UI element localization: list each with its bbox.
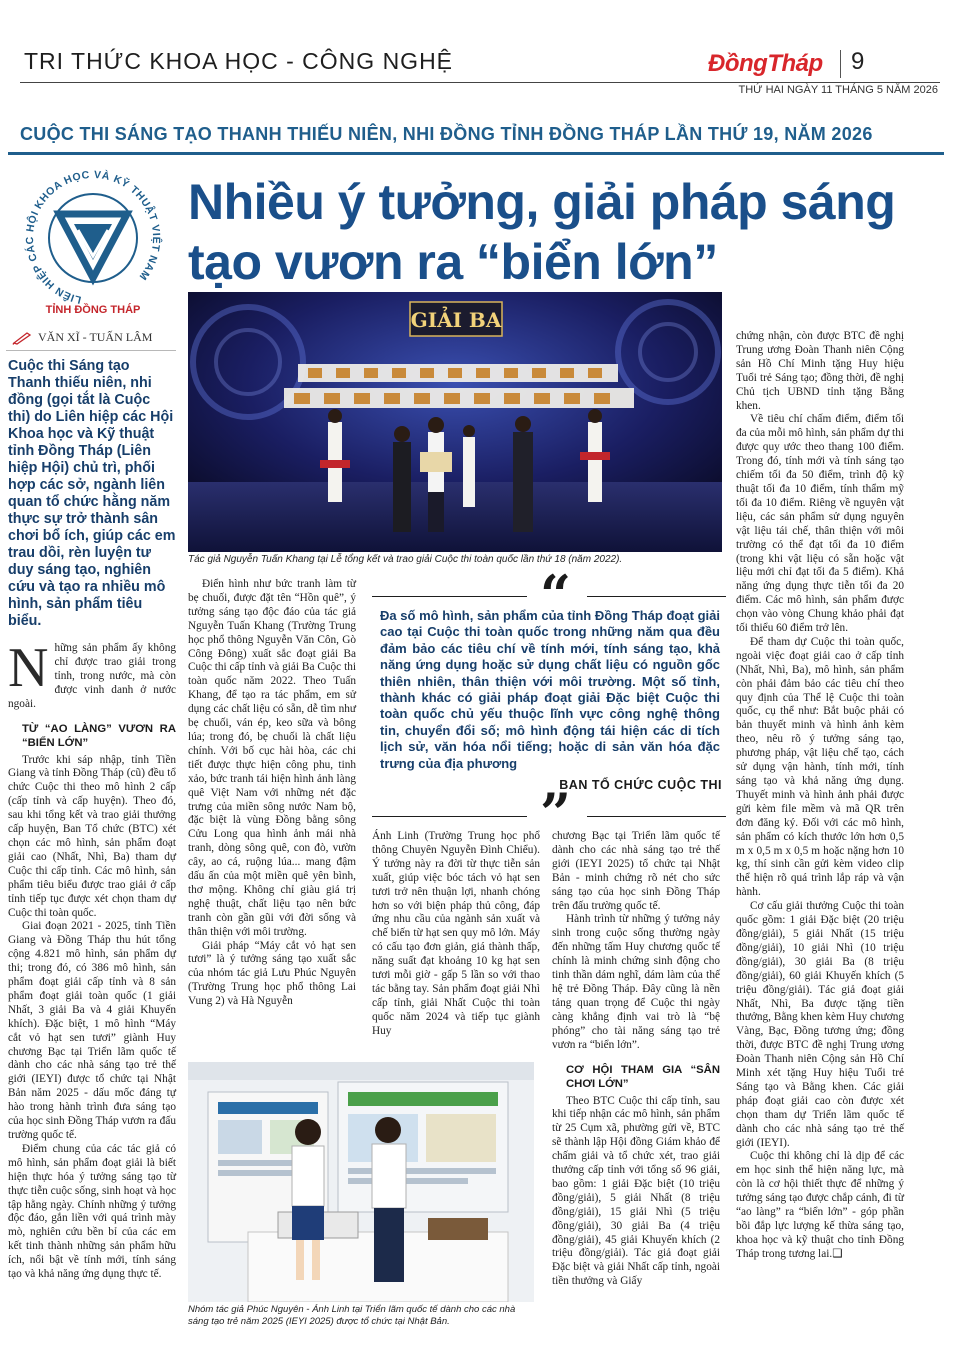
- lead-paragraph: [8, 637, 176, 712]
- paragraph: Để tham dự Cuộc thi toàn quốc, ngoài việc đoạt giải cao ở cấp tỉnh (Nhất, Nhì, Ba), mô hình, sản phẩm còn phải đảm bảo các tiêu chí theo quy định của Thể lệ Cuộc thi toàn quốc, cụ thể như: Bắt buộc phải có bản thuyết minh và hình ảnh kèm theo, nêu rõ ý tưởng sáng tạo, phương pháp, vật liệu chế tạo, cách sử dụng vận hành, tính mới, tính sáng tạo và khả năng ứng dụng. Thuyết minh và hình ảnh phải được gửi kèm file mềm và mã QR trên đơn đăng ký. Đối với các mô hình, sản phẩm có kích thước lớn hơn 0,5 m x 0,5 m x 0,5 m hoặc nặng hơn 10 kg, thí sinh cần gửi kèm video clip thể hiện rõ quá trình lắp ráp và vận hành.: [736, 635, 904, 899]
- association-logo: [14, 166, 172, 326]
- stage-banner-text: GIẢI BA: [410, 308, 502, 332]
- open-quote-icon: “: [540, 563, 572, 627]
- quote-text: Đa số mô hình, sản phẩm của tỉnh Đồng Tháp đoạt giải cao tại Cuộc thi toàn quốc trong những năm qua đều đảm bảo các tiêu chí về tính mới, tính sáng tạo, khả năng ứng dụng hoặc sử dụng chất liệu có nguồn gốc thiên nhiên, thân thiện với môi trường. Một số tỉnh, thành khác có giải pháp đoạt giải Đặc biệt Cuộc thi toàn quốc chủ yếu thuộc lĩnh vực công nghệ thông tin, chuyển đổi số; mô hình động tái hiện các di tích lịch sử, văn hóa nổi tiếng; hoặc di sản văn hóa đặc trưng của địa phương: [380, 608, 720, 771]
- paragraph: Ánh Linh (Trường Trung học phổ thông Chuyên Nguyễn Đình Chiểu). Ý tưởng này ra đời từ thực tiễn sản xuất, giúp việc bóc tách vỏ hạt sen tươi trở nên thuận lợi, nhanh chóng hơn so với biện pháp thủ công, đáp ứng nhu cầu của ngành sản xuất và chế biến từ hạt sen quy mô lớn. Máy có cấu tạo đơn giản, giá thành thấp, năng suất đạt khoảng 10 kg hạt sen tươi mỗi giờ - gấp 5 lần so với thao tác bằng tay. Sản phẩm đoạt giải Nhì cấp tỉnh, giải Nhất Cuộc thi toàn quốc năm 2024 và tiếp tục giành Huy: [372, 830, 540, 1037]
- quote-rule: [587, 596, 726, 597]
- paragraph: Điển hình như bức tranh làm từ bẹ chuối, được đặt tên “Hồn quê”, ý tưởng sáng tạo độc đáo của tác giả Nguyễn Tuấn Khang (Trường Trung học phổ thông Nguyễn Văn Côn, Gò Công Đông) xuất sắc đoạt giải Ba Cuộc thi cấp tỉnh và giải Ba Cuộc thi toàn quốc năm 2022. Theo Tuấn Khang, để tạo ra tác phẩm, em sử dụng các chất liệu có sẵn, dễ tìm như bẹ chuối, ván ép, keo sữa và bông lúa; trong đó, bẹ chuối là chất liệu chính. Với bố cục hài hòa, các chi tiết được thực hiện công phu, tinh xảo, bức tranh tái hiện hình ảnh làng quê Việt Nam với những nét đặc trưng của miền sông nước Nam bộ, đặc biệt là vùng Đồng bằng sông Cửu Long qua hình ảnh mái nhà tranh, dòng sông quê, con đò, vườn cây, ao cá, ruộng lúa... mang đậm dấu ấn của một miền quê yên bình, thơ mộng. Không chỉ giàu giá trị nghệ thuật, chất liệu tạo nên bức tranh còn gần gũi với đời sống và thân thiện với môi trường.: [188, 578, 356, 938]
- closing-text: Cuộc thi không chỉ là dịp để các em học sinh thể hiện năng lực, mà còn là cơ hội thiết thực để những ý tưởng sáng tạo được chắp cánh, đi từ “ao làng” ra “biển lớn” - góp phần bồi đắp lực lượng kế thừa sáng tạo, khoa học và kỹ thuật cho tỉnh Đồng Tháp trong tương lai.: [736, 1150, 904, 1260]
- paragraph: Hành trình từ những ý tưởng nảy sinh trong cuộc sống thường ngày đến những tấm Huy chương quốc tế chính là minh chứng sinh động cho tinh thần dám nghĩ, dám làm của thế hệ trẻ Đồng Tháp. Đây cũng là nền tảng quan trọng để Cuộc thi ngày càng khẳng định vai trò là “bệ phóng” cho tài năng sáng tạo trẻ vươn ra “biển lớn”.: [552, 913, 720, 1051]
- pen-icon: [12, 331, 32, 345]
- paragraph: Giải pháp “Máy cắt vỏ hạt sen tươi” là ý tưởng sáng tạo xuất sắc của nhóm tác giả Lưu Phúc Nguyên (Trường Trung học phổ thông Lai Vung 2) và Hà Nguyễn: [188, 939, 356, 1008]
- end-mark-icon: ❑: [832, 1247, 843, 1260]
- article-column-1: [8, 637, 176, 1282]
- issue-date: THỨ HAI NGÀY 11 THÁNG 5 NĂM 2026: [738, 84, 938, 96]
- newspaper-logo[interactable]: ĐồngTháp: [708, 50, 823, 77]
- logo-caption: TỈNH ĐỒNG THÁP: [45, 304, 141, 316]
- contest-banner: CUỘC THI SÁNG TẠO THANH THIẾU NIÊN, NHI ĐỒNG TỈNH ĐỒNG THÁP LẦN THỨ 19, NĂM 2026: [20, 124, 873, 144]
- article-column-5: [736, 330, 904, 1262]
- paragraph: Cơ cấu giải thưởng Cuộc thi toàn quốc gồm: 1 giải Đặc biệt (20 triệu đồng/giải), 5 giải Nhất (15 triệu đồng/giải), 10 giải Nhì (10 triệu đồng/giải), 30 giải Ba (8 triệu đồng/giải), 60 giải Khuyến khích (5 triệu đồng/giải). Tác giả đoạt giải Nhất, Nhì, Ba được tặng tiền thưởng, Bằng khen kèm Huy chương Vàng, Bạc, Đồng tương ứng; đồng thời, được BTC đề nghị Trung ương Đoàn Thanh niên Cộng sản Hồ Chí Minh xét tặng Huy hiệu Tuổi trẻ Sáng tạo và Bằng khen. Các giải pháp đoạt giải cao còn được xét chọn tham dự Triển lãm quốc tế dành cho các nhà sáng tạo trẻ thế giới (IEYI).: [736, 900, 904, 1149]
- article-sapo: Cuộc thi Sáng tạo Thanh thiếu niên, nhi đồng (gọi tắt là Cuộc thi) do Liên hiệp các Hội Khoa học và Kỹ thuật tỉnh Đồng Tháp (Liên hiệp Hội) chủ trì, phối hợp các sở, ngành liên quan tổ chức hằng năm thực sự trở thành sân chơi bổ ích, giúp các em trau dồi, rèn luyện tư duy sáng tạo, nghiên cứu và tạo ra nhiều mô hình, sản phẩm tiêu biểu.: [8, 358, 176, 629]
- byline-authors: VĂN XĨ - TUẤN LÂM: [38, 330, 153, 344]
- header-rule: [20, 82, 940, 83]
- exhibition-photo: [188, 1062, 534, 1302]
- quote-rule: [372, 596, 527, 597]
- banner-rule: [8, 152, 944, 155]
- paragraph: Giai đoạn 2021 - 2025, tỉnh Tiền Giang và Đồng Tháp thu hút tổng cộng 4.821 mô hình, sản phẩm dự thi; trong đó, có 386 mô hình, sản phẩm đoạt giải cấp tỉnh và 8 sản phẩm đoạt giải toàn quốc (1 giải Nhất, 3 giải Ba và 4 giải Khuyến khích). Đặc biệt, 1 mô hình “Máy cắt vỏ hạt sen tươi” giành Huy chương Bạc tại Triển lãm quốc tế dành cho các nhà sáng tạo trẻ thế giới (IEYI) được tổ chức tại Nhật Bản năm 2025 - dấu mốc đáng tự hào trong hành trình đưa sáng tạo của học sinh Đồng Tháp vươn ra đấu trường quốc tế.: [8, 920, 176, 1141]
- section-title: TRI THỨC KHOA HỌC - CÔNG NGHỆ: [24, 48, 454, 74]
- article-column-4: [552, 830, 720, 1289]
- logo-ring-text: LIÊN HIỆP CÁC HỘI KHOA HỌC VÀ KỸ THUẬT VIỆT NAM: [23, 168, 163, 306]
- bottom-photo-caption: Nhóm tác giả Phúc Nguyên - Ánh Linh tại Triển lãm quốc tế dành cho các nhà sáng tạo trẻ năm 2025 (IEYI 2025) được tổ chức tại Nhật Bản.: [188, 1304, 516, 1327]
- article-column-3: [372, 830, 540, 1039]
- paragraph: Về tiêu chí chấm điểm, điểm tối đa của mỗi mô hình, sản phẩm dự thi được quy ước theo thang 100 điểm. Trong đó, tính mới và tính sáng tạo chiếm tối đa 50 điểm, trình độ kỹ thuật tối đa 10 điểm, tính thẩm mỹ tối đa 10 điểm. Riêng về nguyên vật liệu, các sản phẩm sử dụng nguyên vật liệu tái chế, thân thiện với môi trường có thể đạt tối đa 10 điểm (trong khi vật liệu có sẵn hoặc vật liệu mới chỉ đạt tối đa 5 điểm). Khả năng ứng dụng thực tiễn tối đa 20 điểm. Các mô hình, sản phẩm được chọn vào vòng Chung khảo phải đạt tối thiểu 60 điểm trở lên.: [736, 413, 904, 635]
- paragraph: chương Bạc tại Triển lãm quốc tế dành cho các nhà sáng tạo trẻ thế giới (IEYI 2025) tổ chức tại Nhật Bản - minh chứng rõ nét cho sức sáng tạo của học sinh Đồng Tháp trên đấu trường quốc tế.: [552, 830, 720, 912]
- paragraph: chứng nhận, còn được BTC đề nghị Trung ương Đoàn Thanh niên Cộng sản Hồ Chí Minh tặng Huy hiệu Tuổi trẻ Sáng tạo; đồng thời, đề nghị Chủ tịch UBND tỉnh tặng Bằng khen.: [736, 330, 904, 412]
- paragraph: Trước khi sáp nhập, tỉnh Tiền Giang và tỉnh Đồng Tháp (cũ) đều tổ chức Cuộc thi theo mô hình 2 cấp (cấp tỉnh và cấp huyện). Theo đó, sau khi tổng kết và trao giải thưởng cấp huyện, Ban Tổ chức (BTC) xét chọn các mô hình, sản phẩm đoạt giải cao (Nhất, Nhì, Ba) tham dự Cuộc thi cấp tỉnh. Các mô hình, sản phẩm tiêu biểu được trao giải ở cấp tỉnh tiếp tục được xét chọn tham dự Cuộc thi toàn quốc.: [8, 753, 176, 919]
- paragraph: [736, 1150, 904, 1261]
- paragraph: Theo BTC Cuộc thi cấp tỉnh, sau khi tiếp nhận các mô hình, sản phẩm từ 25 Cụm xã, phường gửi về, BTC sẽ thành lập Hội đồng Giám khảo để chấm giải và tổ chức xét, trao giải thưởng cấp tỉnh với tổng số 96 giải, bao gồm: 1 giải Đặc biệt (10 triệu đồng/giải), 5 giải Nhất (8 triệu đồng/giải), 15 giải Nhì (5 triệu đồng/giải), 30 giải Ba (4 triệu đồng/giải), 45 giải Khuyến khích (2 triệu đồng/giải). Tác giả đoạt giải Đặc biệt và giải Nhất cấp tỉnh, ngoài tiền thưởng và Giấy: [552, 1094, 720, 1288]
- paragraph: Điểm chung của các tác giả có mô hình, sản phẩm đoạt giải là biết hiện thực hóa ý tưởng sáng tạo từ thực tiễn cuộc sống, sinh hoạt và học tập hằng ngày. Chính những ý tưởng độc đáo, gắn liền với quá trình mày mò, nghiên cứu bền bỉ của các em kết tinh thành những sản phẩm hữu ích, nổi bật về tính mới, tính sáng tạo và khả năng ứng dụng thực tế.: [8, 1142, 176, 1281]
- award-ceremony-photo: [188, 292, 722, 552]
- pull-quote: [372, 563, 726, 845]
- headline: Nhiều ý tưởng, giải pháp sáng tạo vươn ra “biển lớn”: [188, 174, 896, 290]
- top-photo-caption: Tác giả Nguyễn Tuấn Khang tại Lễ tổng kết và trao giải Cuộc thi toàn quốc lần thứ 18 (năm 2022).: [188, 554, 623, 565]
- page-number: 9: [851, 48, 865, 75]
- byline-rule: [6, 350, 176, 351]
- dropcap: N: [8, 637, 49, 699]
- quote-rule: [372, 816, 527, 817]
- subheading-co-hoi: CƠ HỘI THAM GIA “SÂN CHƠI LỚN”: [566, 1063, 720, 1090]
- subheading-ao-lang: TỪ “AO LÀNG” VƯƠN RA “BIỂN LỚN”: [22, 722, 176, 749]
- byline: [12, 330, 152, 345]
- close-quote-icon: ”: [540, 781, 572, 845]
- award-ceremony-illustration: [188, 292, 722, 552]
- masthead-divider: [840, 50, 841, 78]
- quote-rule: [587, 816, 726, 817]
- exhibition-illustration: [188, 1062, 534, 1302]
- quote-attribution: BAN TỔ CHỨC CUỘC THI: [559, 778, 722, 792]
- masthead: [708, 48, 938, 108]
- article-column-2: [188, 578, 356, 1009]
- lead-text: hững sản phẩm ấy không chỉ được trao giải trong tỉnh, trong nước, mà còn được vinh danh ở nước ngoài.: [8, 642, 176, 710]
